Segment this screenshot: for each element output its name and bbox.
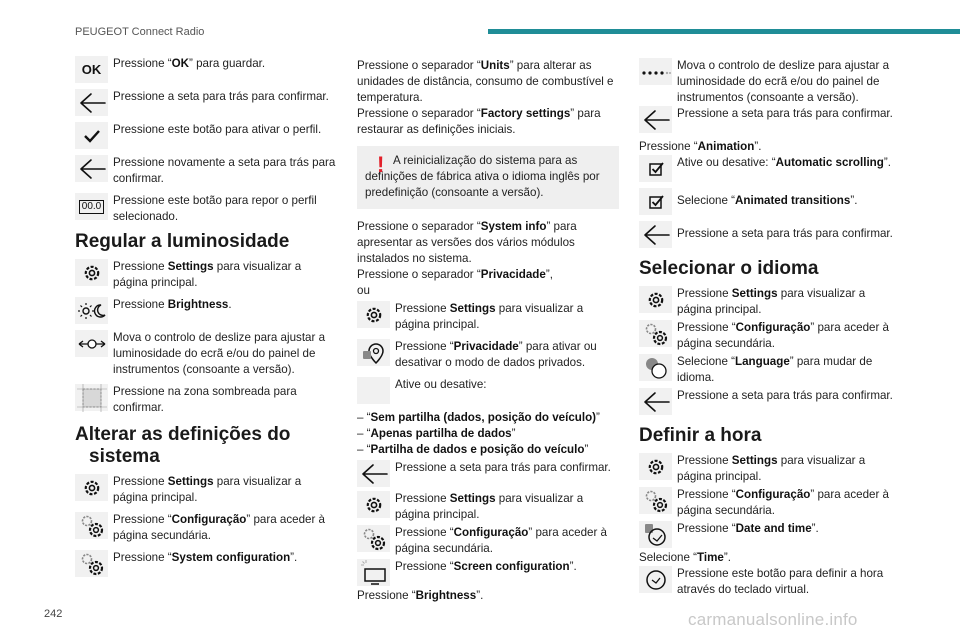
ok-button-icon: OK <box>75 56 108 83</box>
screen-brightness-icon <box>357 559 390 586</box>
brightness-paragraph: Pressione “Brightness”. <box>357 589 484 602</box>
factory-settings-paragraph: Pressione o separador “Factory settings” para restaurar as definições iniciais. <box>357 107 601 136</box>
slider-icon <box>75 330 108 357</box>
step-settings: Pressione Settings para visualizar a página principal. <box>639 453 901 485</box>
step-privacy: Pressione “Privacidade” para ativar ou desativar o modo de dados privados. <box>357 339 619 371</box>
back-arrow-icon <box>75 89 108 116</box>
running-header: PEUGEOT Connect Radio <box>75 26 205 38</box>
column-1 <box>75 56 337 583</box>
gear-icon <box>639 286 672 313</box>
reset-counter-icon: 00.0 <box>75 193 108 220</box>
column-2 <box>357 58 619 604</box>
checkbox-icon <box>639 188 672 215</box>
or-text: ou <box>357 284 370 297</box>
step-back-confirm: Pressione a seta para trás para confirmar. <box>639 106 901 133</box>
privacy-option: – “Partilha de dados e posição do veículo” <box>357 443 589 456</box>
double-gear-icon <box>639 320 672 347</box>
gear-icon <box>357 491 390 518</box>
checkmark-icon <box>75 122 108 149</box>
privacy-option: – “Apenas partilha de dados” <box>357 427 516 440</box>
gear-icon <box>357 301 390 328</box>
header-accent-bar <box>488 29 960 34</box>
heading-brightness: Regular a luminosidade <box>75 231 290 252</box>
back-arrow-icon <box>75 155 108 182</box>
step-slider: Mova o controlo de deslize para ajustar a luminosidade do ecrã e/ou do painel de instrumentos (consoante a versão). <box>639 58 901 106</box>
step-back-confirm: Pressione a seta para trás para confirmar. <box>75 89 337 116</box>
clock-icon <box>639 521 672 548</box>
step-ok: OK Pressione “OK” para guardar. <box>75 56 337 83</box>
gear-icon <box>639 453 672 480</box>
warning-note: ! A reinicialização do sistema para as definições de fábrica ativa o idioma inglês por predefinição (consoante a versão). <box>357 146 619 209</box>
system-info-paragraph: Pressione o separador “System info” para apresentar as versões dos vários módulos instalados no sistema. <box>357 220 577 265</box>
step-shaded-zone: Pressione na zona sombreada para confirmar. <box>75 384 337 416</box>
location-privacy-icon <box>357 339 390 366</box>
privacy-options <box>357 410 619 458</box>
step-settings: Pressione Settings para visualizar a página principal. <box>75 474 337 506</box>
step-settings: Pressione Settings para visualizar a página principal. <box>357 301 619 333</box>
back-arrow-icon <box>639 221 672 248</box>
privacy-option: – “Sem partilha (dados, posição do veículo)” <box>357 411 600 424</box>
step-toggle-privacy: Ative ou desative: <box>357 377 619 404</box>
step-configuration: Pressione “Configuração” para aceder à página secundária. <box>75 512 337 544</box>
watermark: carmanualsonline.info <box>688 610 858 629</box>
step-set-time: Pressione este botão para definir a hora através do teclado virtual. <box>639 566 901 598</box>
step-back-confirm: Pressione a seta para trás para confirmar. <box>639 221 901 248</box>
clock-check-icon <box>639 566 672 593</box>
double-gear-icon <box>357 525 390 552</box>
heading-language: Selecionar o idioma <box>639 258 819 279</box>
double-gear-icon <box>639 487 672 514</box>
step-screen-configuration: Pressione “Screen configuration”. <box>357 559 619 586</box>
step-auto-scroll: Ative ou desative: “Automatic scrolling”. <box>639 155 901 182</box>
gear-icon <box>75 259 108 286</box>
step-reset-profile: 00.0 Pressione este botão para repor o perfil selecionado. <box>75 193 337 225</box>
step-animated-transitions: Selecione “Animated transitions”. <box>639 188 901 215</box>
step-configuration: Pressione “Configuração” para aceder à página secundária. <box>639 487 901 519</box>
step-back-again: Pressione novamente a seta para trás para confirmar. <box>75 155 337 187</box>
time-paragraph: Selecione “Time”. <box>639 551 731 564</box>
back-arrow-icon <box>357 460 390 487</box>
page-number: 242 <box>44 608 63 620</box>
double-gear-icon <box>75 550 108 577</box>
checkbox-icon <box>639 155 672 182</box>
step-slider: Mova o controlo de deslize para ajustar a luminosidade do ecrã e/ou do painel de instrumentos (consoante a versão). <box>75 330 337 378</box>
step-settings: Pressione Settings para visualizar a página principal. <box>75 259 337 291</box>
heading-time: Definir a hora <box>639 425 762 446</box>
privacy-paragraph: Pressione o separador “Privacidade”, <box>357 268 553 281</box>
gear-icon <box>75 474 108 501</box>
step-brightness: Pressione Brightness. <box>75 297 337 324</box>
column-3 <box>639 58 901 604</box>
step-settings: Pressione Settings para visualizar a página principal. <box>639 286 901 318</box>
sun-moon-icon <box>75 297 108 324</box>
step-back-confirm: Pressione a seta para trás para confirmar. <box>357 460 619 487</box>
language-icon <box>639 354 672 381</box>
step-configuration: Pressione “Configuração” para aceder à página secundária. <box>639 320 901 352</box>
blank-icon <box>357 377 390 404</box>
shaded-zone-icon <box>75 384 108 411</box>
step-settings: Pressione Settings para visualizar a página principal. <box>357 491 619 523</box>
heading-system-settings: Alterar as definições do sistema <box>75 424 291 467</box>
step-date-time: Pressione “Date and time”. <box>639 521 901 548</box>
slider-dots-icon <box>639 58 672 85</box>
double-gear-icon <box>75 512 108 539</box>
step-language: Selecione “Language” para mudar de idioma. <box>639 354 901 386</box>
step-system-configuration: Pressione “System configuration”. <box>75 550 337 577</box>
back-arrow-icon <box>639 388 672 415</box>
step-back-confirm: Pressione a seta para trás para confirmar. <box>639 388 901 415</box>
back-arrow-icon <box>639 106 672 133</box>
step-activate-profile: Pressione este botão para ativar o perfil. <box>75 122 337 149</box>
warning-icon: ! <box>377 152 385 177</box>
animation-paragraph: Pressione “Animation”. <box>639 140 762 153</box>
step-configuration: Pressione “Configuração” para aceder à página secundária. <box>357 525 619 557</box>
units-paragraph: Pressione o separador “Units” para alterar as unidades de distância, consumo de combustível e temperatura. <box>357 59 614 104</box>
